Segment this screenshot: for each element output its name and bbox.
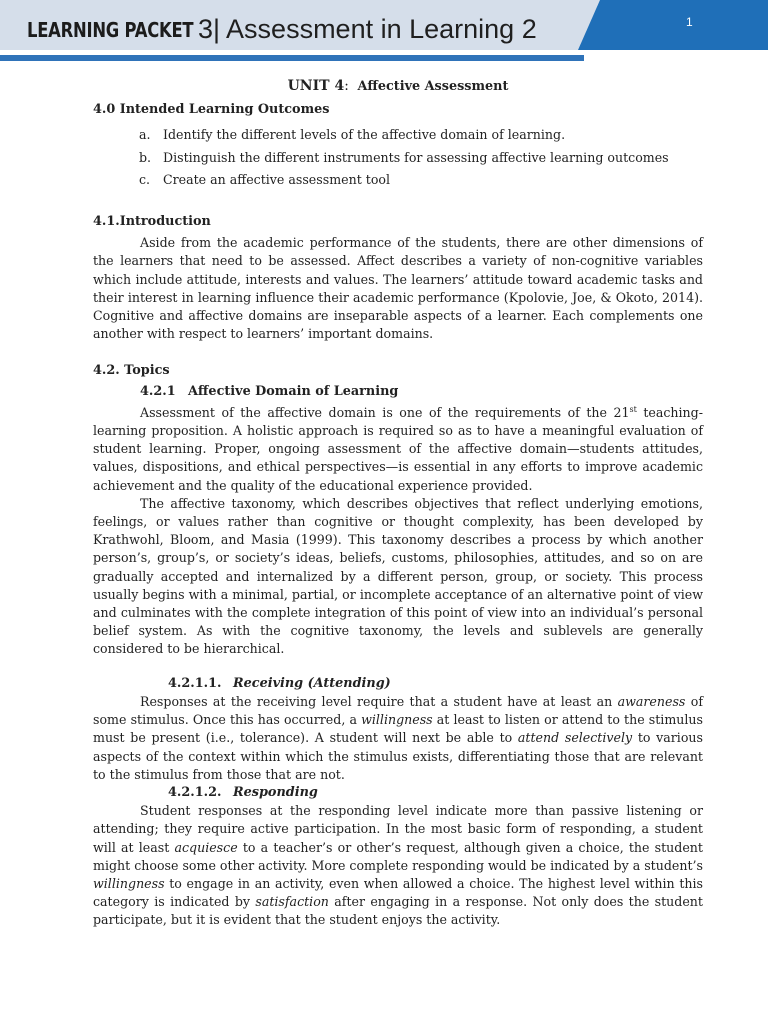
receiving-heading	[93, 675, 703, 693]
outcomes-list	[93, 126, 703, 189]
affective-paragraph-1	[93, 404, 703, 495]
emphasis: attend selectively	[517, 730, 633, 746]
superscript: st	[629, 404, 637, 414]
brand-label: LEARNING PACKET	[27, 18, 194, 42]
unit-title	[93, 77, 703, 96]
document-body	[93, 77, 703, 930]
item-letter: c.	[139, 171, 151, 187]
receiving-number: 4.2.1.1.	[168, 675, 222, 691]
item-text: Create an affective assessment tool	[163, 171, 391, 187]
text-run: teaching-learning proposition. A holistic approach is required so as to have a meaningful evaluation of student learning. Proper, ongoing assessment of the affective domain—students attitudes, values, dispositions, and ethical perspectives—is essential in any efforts to improve academic achievement and the quality of the educational experience provided.	[93, 404, 703, 493]
outcomes-heading: 4.0 Intended Learning Outcomes	[93, 102, 330, 118]
affective-paragraph-2: The affective taxonomy, which describes objectives that reflect underlying emotions, feelings, or values rather than cognitive or thought complexity, has been developed by Krathwohl, Bloom, and Masia (1999). This taxonomy describes a process by which another person’s, group’s, or society’s ideas, beliefs, customs, philosophies, attitudes, and so on are gradually accepted and internalized by a different person, group, or society. This process usually begins with a minimal, partial, or incomplete acceptance of an alternative point of view and culminates with the complete integration of this point of view into an individual’s personal belief system. As with the cognitive taxonomy, the levels and sublevels are generally considered to be hierarchical.	[93, 495, 703, 657]
emphasis: willingness	[93, 875, 165, 891]
topic-subheading	[93, 383, 703, 401]
text-run: at least to listen or attend to the stimulus must be present (i.e., tolerance). A student will next be able to	[93, 712, 703, 746]
text-run: to engage in an activity, even when allowed a choice. The highest level within this category is indicated by	[93, 875, 703, 910]
receiving-paragraph	[93, 693, 703, 784]
text-run: after engaging in a response. Not only does the student participate, but it is evident that the student enjoys the activity.	[93, 894, 703, 928]
item-text: Identify the different levels of the affective domain of learning.	[163, 127, 566, 143]
responding-number: 4.2.1.2.	[168, 784, 222, 800]
unit-subtitle: Affective Assessment	[357, 79, 509, 94]
emphasis: awareness	[617, 693, 686, 709]
list-item	[139, 126, 703, 144]
intro-heading: 4.1.Introduction	[93, 214, 211, 230]
text-run: Student responses at the responding level indicate more than passive listening or attending; they require active participation. In the most basic form of responding, a student will at least	[93, 803, 703, 855]
emphasis: acquiesce	[174, 839, 238, 855]
list-item	[139, 171, 703, 189]
item-letter: b.	[139, 149, 152, 165]
topic-number: 4.2.1	[140, 383, 176, 399]
emphasis: satisfaction	[255, 894, 329, 910]
topics-heading: 4.2. Topics	[93, 363, 170, 379]
responding-title: Responding	[233, 784, 318, 800]
text-run: to various aspects of the context within which the stimulus exists, differentiating those that are relevant to the stimulus from those that are not.	[93, 730, 703, 782]
packet-title: 3| Assessment in Learning 2	[198, 14, 537, 44]
intro-paragraph: Aside from the academic performance of the students, there are other dimensions of the learners that need to be assessed. Affect describes a variety of non-cognitive variables which include attitude, interests and values. The learners’ attitude toward academic tasks and their interest in learning influence their academic performance (Kpolovie, Joe, & Okoto, 2014). Cognitive and affective domains are inseparable aspects of a learner. Each complements one another with respect to learners’ important domains.	[93, 235, 703, 342]
text-run: to a teacher’s or other’s request, although given a choice, the student might choose some other activity. More complete responding would be indicated by a student’s	[93, 839, 703, 873]
list-item	[139, 149, 703, 167]
text-run: Assessment of the affective domain is one of the requirements of the 21	[140, 404, 630, 420]
item-letter: a.	[139, 127, 151, 143]
responding-paragraph	[93, 802, 703, 929]
text-run: of some stimulus. Once this has occurred, a	[93, 693, 703, 728]
item-text: Distinguish the different instruments for assessing affective learning outcomes	[163, 149, 669, 165]
text-run: Responses at the receiving level require that a student have at least an	[140, 693, 618, 709]
unit-colon: :	[344, 78, 349, 94]
emphasis: willingness	[361, 712, 433, 728]
unit-label: UNIT 4	[287, 78, 345, 94]
page-number: 1	[686, 15, 693, 29]
topic-title: Affective Domain of Learning	[188, 383, 399, 399]
responding-heading	[93, 784, 703, 802]
header-rule	[0, 55, 584, 61]
receiving-title: Receiving (Attending)	[233, 675, 391, 691]
